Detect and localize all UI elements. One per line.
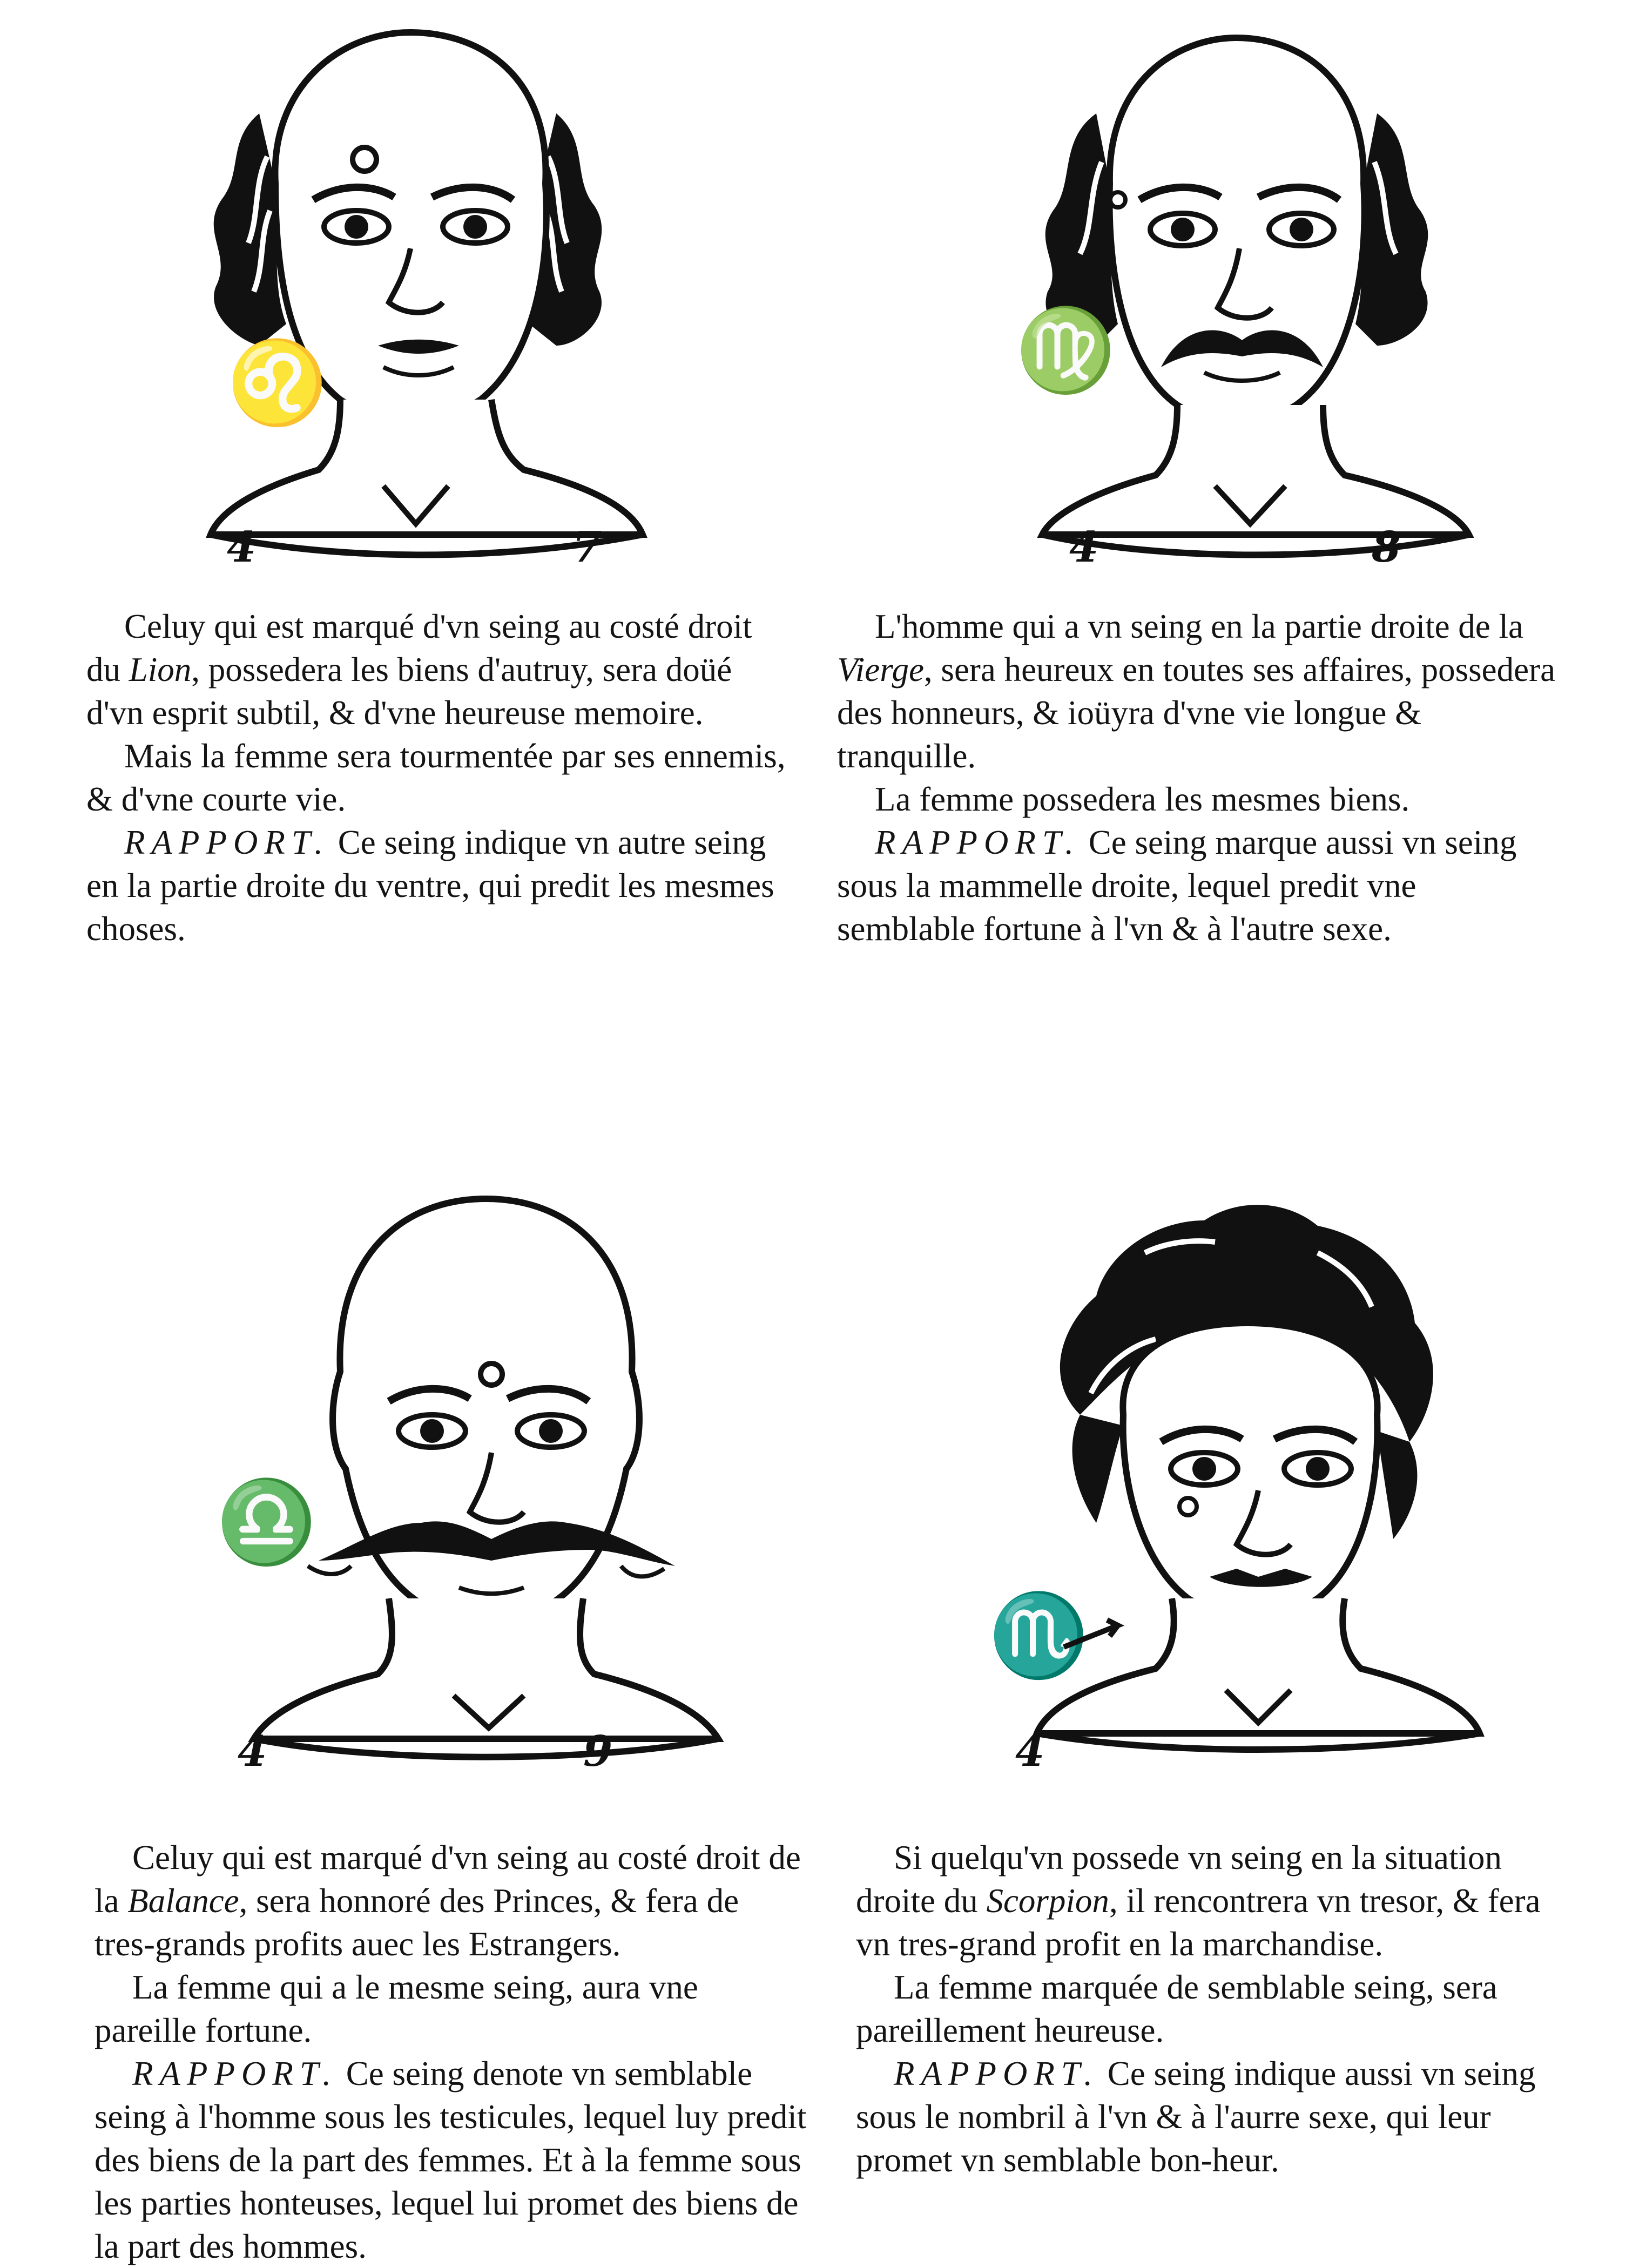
female-paragraph: La femme qui a le mesme seing, aura vne pareille fortune.: [95, 1968, 698, 2049]
text-block-virgo: [837, 605, 1561, 950]
female-paragraph: La femme possedera les mesmes biens.: [875, 780, 1410, 818]
female-paragraph: Mais la femme sera tourmentée par ses ennemis, & d'vne courte vie.: [86, 737, 786, 818]
woodcut-figure-libra: [216, 1188, 756, 1776]
rapport-paragraph: RAPPORT. Ce seing indique aussi vn seing sous le nombril à l'vn & à l'aurre sexe, qui leur promet vn semblable bon-heur.: [856, 2055, 1536, 2179]
virgo-sign-glyph: ♍: [1015, 303, 1116, 397]
main-paragraph: Celuy qui est marqué d'vn seing au costé droit de la Balance, sera honnoré des Princes, & fera de tres-grands profits auec les Estrangers.: [95, 1839, 801, 1963]
mole-mark: [353, 147, 376, 171]
plate-number-left: 4: [227, 523, 257, 572]
plate-number-right: 9: [583, 1727, 613, 1776]
plate-number-right: 8: [1372, 523, 1401, 572]
main-paragraph: L'homme qui a vn seing en la partie droite de la Vierge, sera heureux en toutes ses affaires, possedera des honneurs, & ioüyra d'vne vie longue & tranquille.: [837, 608, 1556, 775]
text-block-scorpio: [856, 1836, 1574, 2182]
woodcut-head-scorpio: [983, 1188, 1523, 1776]
scorpio-sign-glyph: ♏: [988, 1589, 1089, 1683]
woodcut-figure-leo: [178, 22, 664, 572]
woodcut-head-leo: [178, 22, 664, 572]
woodcut-head-virgo: [972, 22, 1512, 572]
libra-sign-glyph: ♎: [216, 1475, 317, 1569]
mole-mark: [1179, 1498, 1197, 1515]
mole-mark: [1110, 192, 1125, 207]
main-paragraph: Si quelqu'vn possede vn seing en la situation droite du Scorpion, il rencontrera vn tresor, & fera vn tres-grand profit en la marchandise.: [856, 1839, 1541, 1963]
rapport-paragraph: RAPPORT. Ce seing denote vn semblable seing à l'homme sous les testicules, lequel luy predit des biens de la part des femmes. Et à la femme sous les parties honteuses, lequel lui promet des biens de la part des hommes.: [95, 2055, 807, 2265]
woodcut-head-libra: [216, 1188, 756, 1776]
text-block-leo: [86, 605, 788, 950]
plate-number-left: 4: [1069, 523, 1099, 572]
plate-number-right: 7: [572, 523, 602, 572]
text-block-libra: [95, 1836, 807, 2268]
rapport-paragraph: RAPPORT. Ce seing indique vn autre seing en la partie droite du ventre, qui predit les mesmes choses.: [86, 824, 774, 948]
plate-number-left: 4: [238, 1727, 267, 1776]
mole-mark: [481, 1364, 502, 1385]
woodcut-figure-scorpio: [983, 1188, 1523, 1776]
main-paragraph: Celuy qui est marqué d'vn seing au costé droit du Lion, possedera les biens d'autruy, sera doüé d'vn esprit subtil, & d'vne heureuse memoire.: [86, 608, 752, 732]
female-paragraph: La femme marquée de semblable seing, sera pareillement heureuse.: [856, 1968, 1497, 2049]
plate-number-left: 4: [1015, 1727, 1045, 1776]
woodcut-figure-virgo: [972, 22, 1512, 572]
leo-sign-glyph: ♌: [227, 336, 328, 430]
rapport-paragraph: RAPPORT. Ce seing marque aussi vn seing sous la mammelle droite, lequel predit vne semblable fortune à l'vn & à l'autre sexe.: [837, 824, 1517, 948]
